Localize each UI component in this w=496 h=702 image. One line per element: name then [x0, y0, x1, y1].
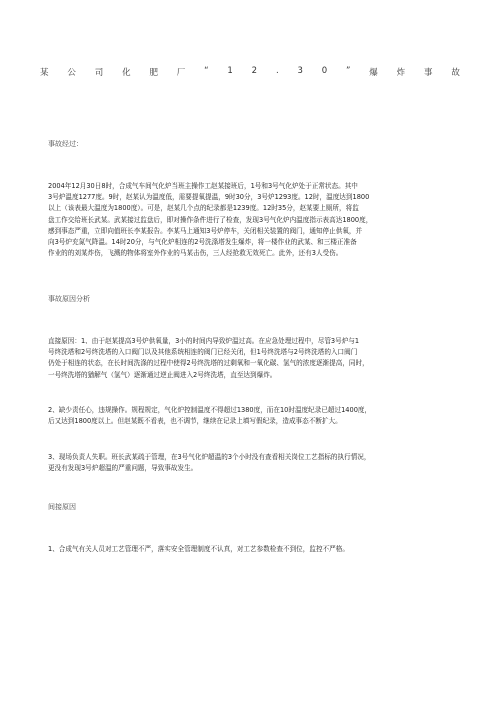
text-line: 2、缺少责任心，违规操作。规程规定，气化炉控制温度不得超过1380度，而在10时温度纪录已超过1400度，	[48, 406, 372, 414]
text-line: 3、现场负责人失职。班长武某疏于管理，在3号气化炉超温的3个小时没有查看相关岗位工艺指标的执行情况，	[48, 453, 371, 461]
text-line: 作业的的刘某炸伤，飞溅的物体将室外作业的马某击伤，三人经抢救无效死亡。此外，还有3人受伤。	[48, 249, 343, 258]
title-char: 0	[321, 66, 328, 76]
text-line: 后又达到1800度以上。但赵某既不看表，也不调节，继续在记录上填写假纪录，造成事态不断扩大。	[48, 417, 342, 426]
paragraph-indirect-cause	[48, 544, 450, 555]
text-line: 号终洗塔和2号终洗塔的入口阀门以及其他系统相连的阀门已经关闭，但1号终洗塔与2号终洗塔的入口阀门	[48, 348, 358, 357]
paragraph-cause-2	[48, 405, 450, 427]
text-line: 直接原因：1、由于赵某提高3号炉供氧量，3小的时间内导致炉温过高。在应急处理过程中，尽管3号炉与1	[48, 337, 360, 345]
document-title	[40, 66, 460, 78]
text-line: 2004年12月30日8时，合成气车间气化炉当班主操作工赵某接班后，1号和3号气化炉处于正常状态。其中	[48, 182, 358, 190]
title-char: 肥	[149, 68, 158, 78]
title-char: 故	[451, 68, 460, 78]
text-line: 仍处于相连的状态，在长时间洗涤的过程中使得2号终洗塔的过剩氧和一氧化碳、氢气的浓度逐渐提高，同时，	[48, 359, 369, 368]
title-char: 司	[94, 68, 104, 78]
section-heading-indirect: 间接原因	[48, 503, 76, 511]
title-char: 2	[251, 66, 258, 76]
title-char: 化	[122, 68, 131, 78]
title-char: “	[204, 66, 209, 76]
title-char: 事	[423, 68, 433, 78]
title-char: .	[275, 66, 279, 76]
text-line: 一号终洗塔的猶解气（氢气）逐渐通过逆止阀进入2号终洗塔，直至达到爆炸。	[48, 370, 277, 379]
text-line: 3号炉温度1277度。9时，赵某认为温度低，需要提氧提温，9时30分，3号炉1293度。12时，温度达到1800	[48, 193, 370, 202]
text-line: 更没有发现3号炉超温的严重问题，导致事故发生。	[48, 464, 198, 473]
text-line: 感到事态严重，立即向值班长李某报告。李某马上通知3号炉停车，关闭相关装置的阀门，通知停止供氧，并	[48, 226, 363, 235]
title-char: 公	[67, 68, 76, 78]
paragraph-cause-3	[48, 452, 450, 474]
section-heading-process: 事故经过：	[48, 140, 83, 148]
title-char: 某	[40, 68, 49, 78]
text-line: 向3号炉充氮气降温。14时20分，与气化炉相连的2号洗涤塔发生爆炸，将一楼作业的武某、和三楼正准备	[48, 238, 357, 247]
text-line: 以上（该表最大温度为1800度）。可是，赵某几个点的纪录都是1239度。12时35分，赵某要上厕所，将监	[48, 204, 359, 213]
title-char: 3	[297, 66, 303, 76]
title-char: ”	[346, 66, 351, 76]
text-line: 1、合成气有关人员对工艺管理不严，落实安全管理制度不认真，对工艺参数检查不到位，监控不严格。	[48, 545, 349, 553]
title-char: 炸	[396, 68, 406, 78]
title-char: 1	[227, 66, 233, 76]
title-char: 爆	[369, 68, 378, 78]
paragraph-process	[48, 181, 450, 259]
title-char: 厂	[176, 68, 186, 78]
section-heading-analysis: 事故原因分析	[48, 295, 90, 303]
paragraph-direct-cause	[48, 336, 450, 381]
text-line: 盘工作交给班长武某。武某接过监盘后，即对操作条件进行了检查，发现3号气化炉内温度指示表高达1800度，	[48, 215, 373, 224]
